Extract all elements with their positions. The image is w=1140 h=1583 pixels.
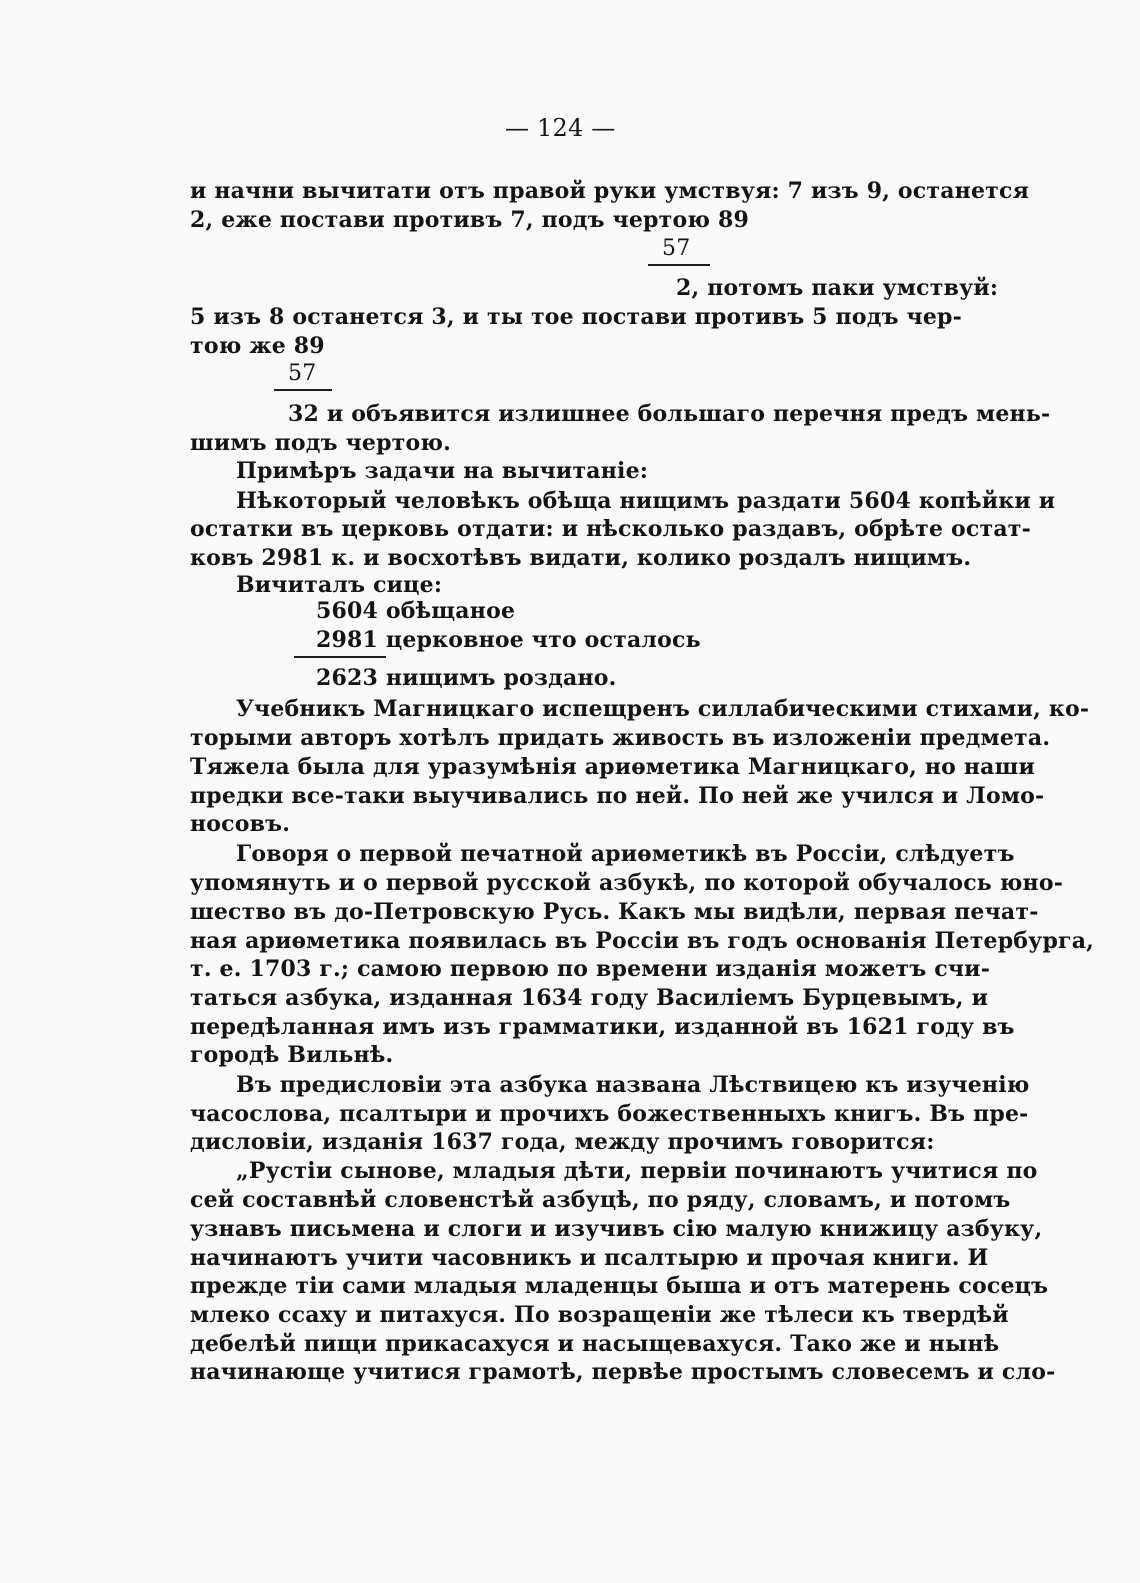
text-line: передѣланная имъ изъ грамматики, изданной въ 1621 году въ — [190, 1014, 1015, 1040]
text-line: шество въ до-Петровскую Русь. Какъ мы видѣли, первая печат- — [190, 899, 1039, 925]
text-line: городѣ Вильнѣ. — [190, 1042, 394, 1068]
text-line: узнавъ письмена и слоги и изучивъ сію малую книжицу азбуку, — [190, 1216, 1043, 1242]
text-line: часослова, псалтыри и прочихъ божественныхъ книгъ. Въ пре- — [190, 1101, 1029, 1127]
text-line: 2, потомъ паки умствуй: — [676, 275, 999, 301]
text-line: упомянуть и о первой русской азбукѣ, по которой обучалось юно- — [190, 870, 1064, 896]
subtraction-rule — [274, 389, 332, 391]
text-line: Въ предисловіи эта азбука названа Лѣствицею къ изученію — [236, 1072, 1030, 1098]
text-line: дебелѣй пищи прикасахуся и насыщевахуся. Тако же и нынѣ — [190, 1331, 1000, 1357]
text-line: и начни вычитати отъ правой руки умствуя: 7 изъ 9, останется — [190, 178, 1030, 204]
text-line: шимъ подъ чертою. — [190, 430, 451, 456]
example-heading: Примѣръ задачи на вычитаніе: — [236, 458, 649, 484]
text-line: 32 и объявится излишнее большаго перечня предъ мень- — [288, 401, 1051, 427]
calc-row: 2981 церковное что осталось — [316, 627, 701, 653]
text-line: сей составнѣй словенстѣй азбуцѣ, по ряду, словамъ, и потомъ — [190, 1187, 1011, 1213]
text-line: Учебникъ Магницкаго испещренъ силлабическими стихами, ко- — [236, 696, 1090, 722]
text-line: Вичиталъ сице: — [236, 572, 443, 598]
text-line: торыми авторъ хотѣлъ придать живость въ изложеніи предмета. — [190, 725, 1051, 751]
subtrahend-number: 57 — [288, 361, 317, 386]
text-line: 2, еже постави противъ 7, подъ чертою 89 — [190, 207, 749, 233]
text-line: ная ариѳметика появилась въ Россіи въ годъ основанія Петербурга, — [190, 928, 1095, 954]
text-line: Нѣкоторый человѣкъ обѣща нищимъ раздати 5604 копѣйки и — [236, 488, 1056, 514]
subtraction-rule — [648, 264, 710, 266]
text-line: тою же 89 — [190, 333, 325, 359]
text-line: дисловіи, изданія 1637 года, между прочимъ говорится: — [190, 1129, 935, 1155]
subtraction-rule — [294, 656, 386, 658]
text-line: остатки въ церковь отдати: и нѣсколько раздавъ, обрѣте остат- — [190, 516, 1031, 542]
subtrahend-number: 57 — [662, 236, 691, 261]
text-line: т. е. 1703 г.; самою первою по времени изданія можетъ счи- — [190, 956, 991, 982]
text-line: Тяжела была для уразумѣнія ариѳметика Магницкаго, но наши — [190, 754, 1035, 780]
text-line: млеко ссаху и питахуся. По возращеніи же тѣлеси къ твердѣй — [190, 1302, 1009, 1328]
text-line: прежде тіи сами младыя младенцы быша и отъ матерень сосецъ — [190, 1273, 1049, 1299]
text-line: носовъ. — [190, 811, 291, 837]
text-line: начинаютъ учити часовникъ и псалтырю и прочая книги. И — [190, 1245, 989, 1271]
calc-row: 5604 обѣщаное — [316, 598, 516, 624]
text-line: ковъ 2981 к. и восхотѣвъ видати, колико роздалъ нищимъ. — [190, 545, 972, 571]
text-line: таться азбука, изданная 1634 году Василіемъ Бурцевымъ, и — [190, 985, 989, 1011]
text-line: начинающе учитися грамотѣ, первѣе простымъ словесемъ и сло- — [190, 1359, 1056, 1385]
text-line: предки все-таки выучивались по ней. По ней же учился и Ломо- — [190, 783, 1045, 809]
text-line: „Рустіи сынове, младыя дѣти, первіи починаютъ учитися по — [236, 1158, 1038, 1184]
page-number: — 124 — — [505, 114, 616, 142]
text-line: 5 изъ 8 останется 3, и ты тое постави противъ 5 подъ чер- — [190, 304, 962, 330]
text-line: Говоря о первой печатной ариѳметикѣ въ Россіи, слѣдуетъ — [236, 841, 1015, 867]
calc-row: 2623 нищимъ роздано. — [316, 665, 617, 691]
